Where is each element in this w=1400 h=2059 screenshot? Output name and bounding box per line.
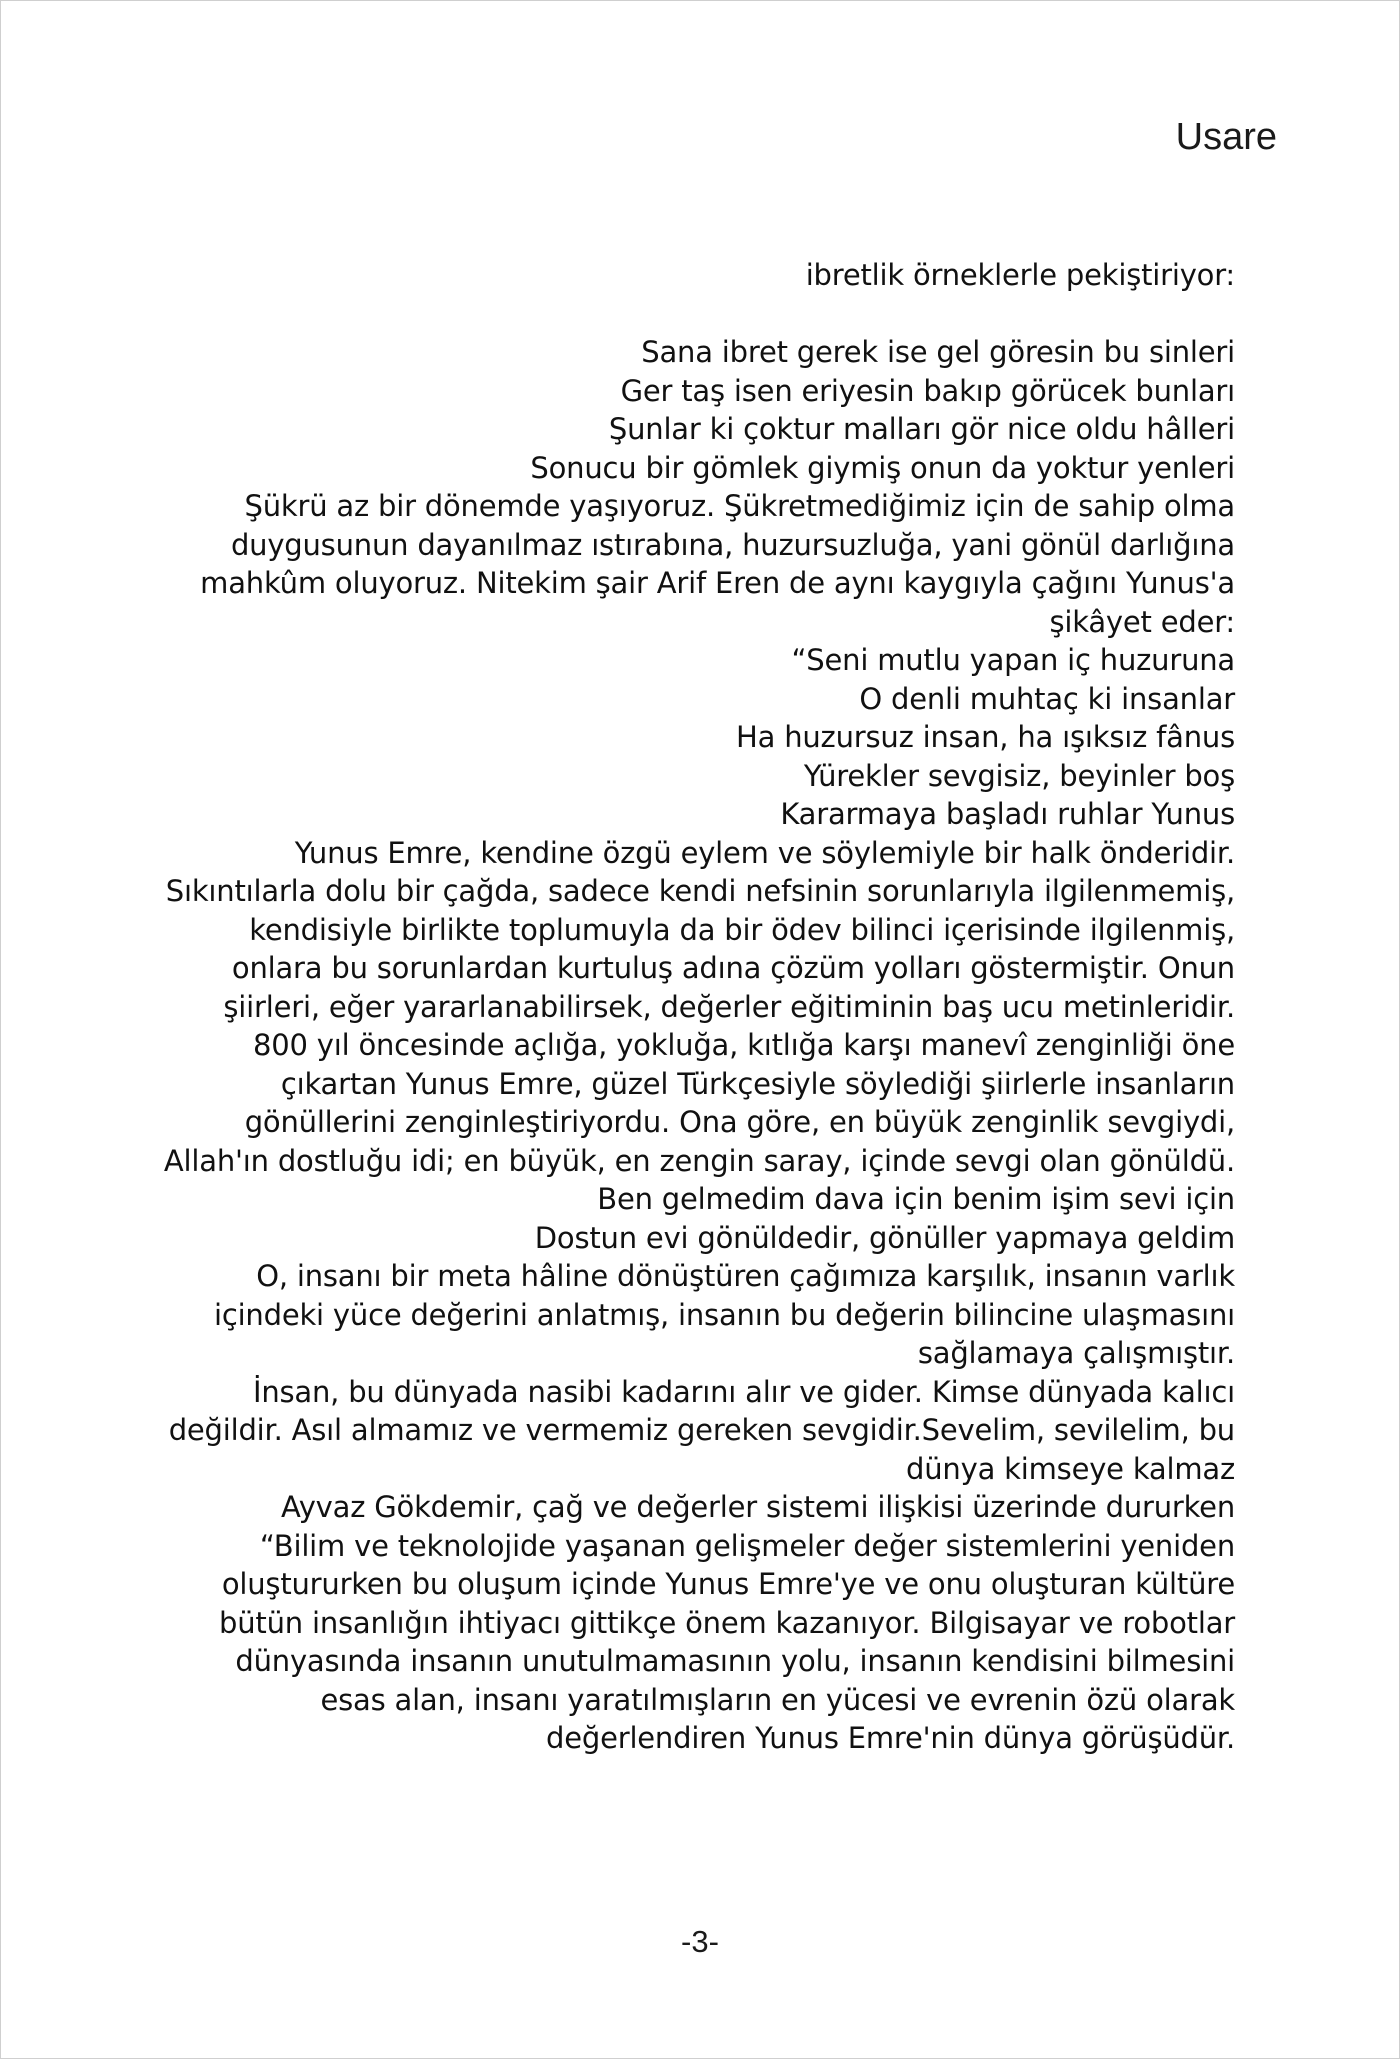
text-line: Ha huzursuz insan, ha ışıksız fânus	[736, 720, 1235, 754]
text-line: mahkûm oluyoruz. Nitekim şair Arif Eren de aynı kaygıyla çağını Yunus'a	[200, 566, 1235, 600]
text-line: Sıkıntılarla dolu bir çağda, sadece kendi nefsinin sorunlarıyla ilgilenmemiş,	[165, 874, 1235, 908]
text-line: sağlamaya çalışmıştır.	[917, 1336, 1235, 1370]
text-line: dünya kimseye kalmaz	[906, 1451, 1235, 1486]
text-line: şikâyet eder:	[1049, 604, 1235, 639]
body-text	[85, 256, 1235, 1758]
text-line: 800 yıl öncesinde açlığa, yokluğa, kıtlığa karşı manevî zenginliği öne	[252, 1028, 1235, 1062]
text-line: Allah'ın dostluğu idi; en büyük, en zengin saray, içinde sevgi olan gönüldü.	[163, 1143, 1235, 1178]
text-line: Sana ibret gerek ise gel göresin bu sinleri	[641, 335, 1235, 369]
text-line: Kararmaya başladı ruhlar Yunus	[780, 797, 1235, 831]
text-line: kendisiyle birlikte toplumuyla da bir ödev bilinci içerisinde ilgilenmiş,	[249, 912, 1235, 947]
running-header-title: Usare	[1175, 116, 1277, 158]
text-line: Şunlar ki çoktur malları gör nice oldu hâlleri	[608, 412, 1235, 446]
text-line: onlara bu sorunlardan kurtuluş adına çözüm yolları göstermiştir. Onun	[231, 951, 1235, 985]
text-line: Ben gelmedim dava için benim işim sevi için	[597, 1182, 1235, 1216]
text-line: değildir. Asıl almamız ve vermemiz gereken sevgidir.Sevelim, sevilelim, bu	[168, 1413, 1235, 1447]
text-line: ibretlik örneklerle pekiştiriyor:	[805, 258, 1235, 292]
text-line: gönüllerini zenginleştiriyordu. Ona göre, en büyük zenginlik sevgiydi,	[244, 1105, 1235, 1139]
text-line: O denli muhtaç ki insanlar	[859, 681, 1235, 716]
page-number: -3-	[681, 1924, 719, 1959]
text-line: değerlendiren Yunus Emre'nin dünya görüşüdür.	[546, 1721, 1235, 1755]
text-line: Şükrü az bir dönemde yaşıyoruz. Şükretmediğimiz için de sahip olma	[244, 489, 1235, 523]
text-line: “Seni mutlu yapan iç huzuruna	[791, 643, 1235, 677]
text-line: Ger taş isen eriyesin bakıp görücek bunları	[620, 373, 1235, 408]
text-line: oluştururken bu oluşum içinde Yunus Emre'ye ve onu oluşturan kültüre	[221, 1567, 1235, 1601]
text-line: İnsan, bu dünyada nasibi kadarını alır ve gider. Kimse dünyada kalıcı	[252, 1374, 1235, 1409]
text-line: bütün insanlığın ihtiyacı gittikçe önem kazanıyor. Bilgisayar ve robotlar	[219, 1605, 1235, 1640]
text-line: Ayvaz Gökdemir, çağ ve değerler sistemi ilişkisi üzerinde dururken	[281, 1490, 1235, 1524]
text-line: çıkartan Yunus Emre, güzel Türkçesiyle söylediği şiirlerle insanların	[280, 1066, 1235, 1101]
text-line: dünyasında insanın unutulmamasının yolu, insanın kendisini bilmesini	[235, 1644, 1235, 1678]
text-line: “Bilim ve teknolojide yaşanan gelişmeler değer sistemlerini yeniden	[259, 1528, 1235, 1563]
text-line: içindeki yüce değerini anlatmış, insanın bu değerin bilincine ulaşmasını	[213, 1297, 1235, 1332]
text-line: Sonucu bir gömlek giymiş onun da yoktur yenleri	[530, 450, 1235, 485]
text-line: Yunus Emre, kendine özgü eylem ve söylemiyle bir halk önderidir.	[294, 835, 1235, 870]
paragraph-gap	[85, 295, 1235, 334]
text-line: O, insanı bir meta hâline dönüştüren çağımıza karşılık, insanın varlık	[256, 1259, 1235, 1293]
text-line: Yürekler sevgisiz, beyinler boş	[803, 758, 1235, 793]
text-line: esas alan, insanı yaratılmışların en yücesi ve evrenin özü olarak	[320, 1682, 1235, 1717]
text-line: şiirleri, eğer yararlanabilirsek, değerler eğitiminin baş ucu metinleridir.	[223, 989, 1235, 1024]
text-line: Dostun evi gönüldedir, gönüller yapmaya geldim	[534, 1220, 1235, 1255]
text-line: duygusunun dayanılmaz ıstırabına, huzursuzluğa, yani gönül darlığına	[230, 527, 1235, 562]
